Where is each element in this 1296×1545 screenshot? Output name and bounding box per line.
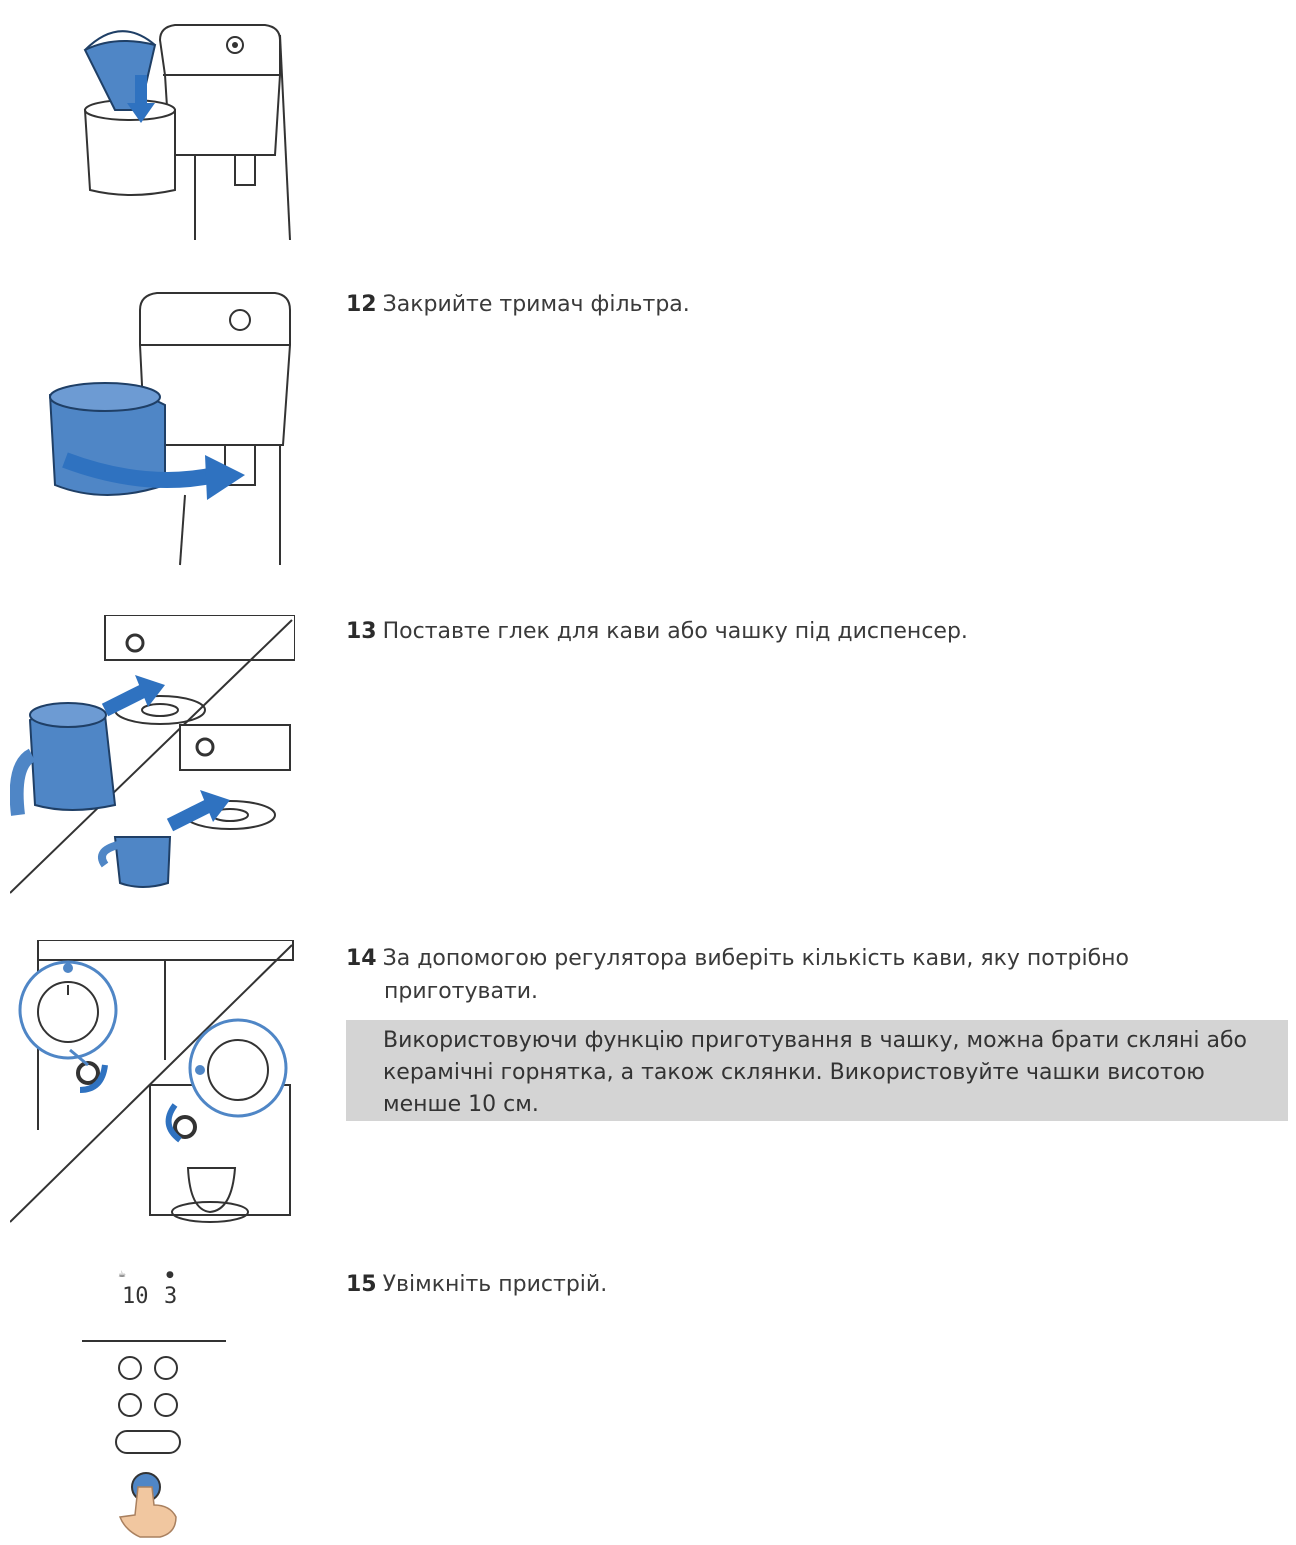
place-jug-or-cup-illustration (10, 615, 295, 895)
cups-readout: 10 (122, 1284, 149, 1309)
note-box (346, 1020, 1288, 1121)
step-12 (346, 288, 1246, 321)
svg-text:☕: ☕ (118, 1270, 127, 1280)
step-14 (346, 942, 1246, 1008)
step-text: За допомогою регулятора виберіть кількість кави, яку потрібно (382, 946, 1130, 971)
step-text: Поставте глек для кави або чашку під диспенсер. (382, 619, 968, 644)
filter-insert-illustration (75, 15, 295, 245)
svg-text:●: ● (166, 1270, 174, 1280)
step-text: Закрийте тримач фільтра. (382, 292, 690, 317)
step-number: 14 (346, 946, 377, 971)
select-amount-dial-illustration (10, 940, 295, 1225)
step-15 (346, 1268, 1246, 1301)
strength-readout: 3 (164, 1284, 178, 1309)
step-text: Увімкніть пристрій. (382, 1272, 608, 1297)
note-line: керамічні горнятка, а також склянки. Використовуйте чашки висотою (383, 1060, 1205, 1085)
note-line: Використовуючи функцію приготування в чашку, можна брати скляні або (383, 1028, 1248, 1053)
control-panel-illustration (80, 1265, 230, 1540)
step-text-continuation: приготувати. (384, 979, 539, 1004)
note-line: менше 10 см. (383, 1092, 539, 1117)
step-number: 15 (346, 1272, 377, 1297)
step-number: 13 (346, 619, 377, 644)
step-13 (346, 615, 1246, 648)
close-filter-holder-illustration (45, 285, 295, 570)
step-number: 12 (346, 292, 377, 317)
